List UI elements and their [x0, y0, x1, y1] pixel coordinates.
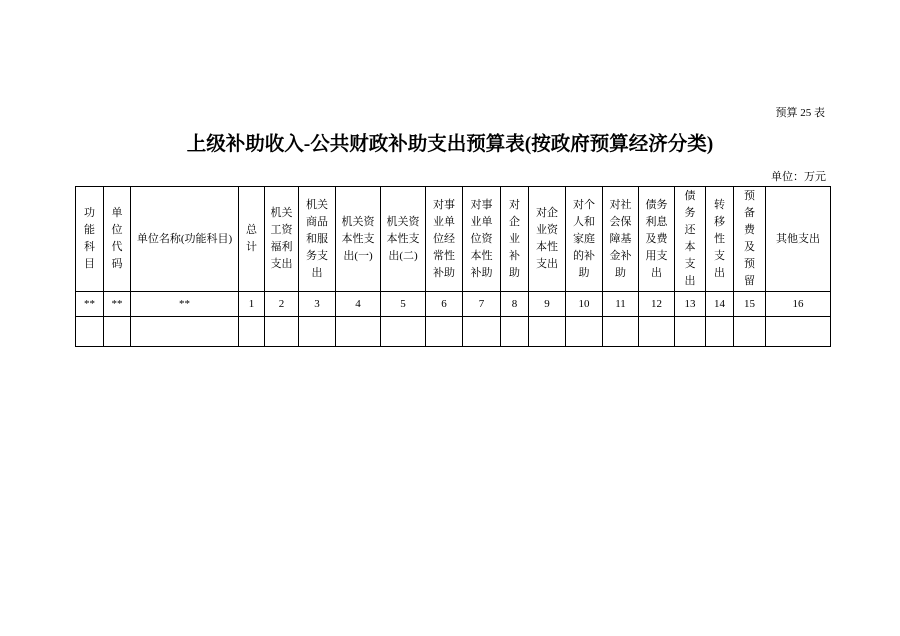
header-label-line: 障基: [609, 232, 632, 245]
form-title: 上级补助收入-公共财政补助支出预算表(按政府预算经济分类): [186, 134, 714, 155]
header-label-line: 预: [744, 190, 755, 202]
header-label-line: 支出: [270, 258, 293, 270]
header-label-line: 业: [509, 232, 520, 245]
table-cell: [463, 317, 501, 347]
header-label-line: 补助: [470, 266, 493, 279]
index-cell: **: [131, 292, 239, 317]
header-label-line: 机关: [270, 207, 293, 219]
header-label-line: 转: [714, 198, 725, 211]
header-label-line: 还: [684, 224, 696, 236]
header-label-line: 人和: [573, 215, 595, 228]
table-cell: [299, 317, 336, 347]
header-reserve-fund: [734, 187, 766, 292]
table-cell: [734, 317, 766, 347]
index-cell: 2: [265, 292, 299, 317]
header-label-line: 备: [744, 207, 755, 219]
header-label-line: 本: [684, 241, 696, 253]
header-label-line: 的补: [573, 249, 595, 262]
header-label: [646, 197, 668, 282]
header-label-line: 家庭: [573, 232, 595, 245]
header-label: [112, 205, 123, 273]
header-label-line: 出: [714, 266, 725, 279]
index-cell: **: [104, 292, 131, 317]
budget-table: [75, 186, 831, 347]
header-label-line: 及费: [645, 232, 668, 245]
header-label-line: 留: [744, 275, 755, 287]
index-cell: 7: [463, 292, 501, 317]
index-cell: 13: [675, 292, 706, 317]
table-header-row: [76, 187, 831, 292]
header-label-line: 补: [509, 249, 520, 262]
table-cell: [566, 317, 603, 347]
header-label-line: 金补: [609, 249, 632, 262]
header-label-line: 预: [744, 258, 755, 270]
header-label-line: 出: [311, 266, 323, 279]
table-cell: [381, 317, 426, 347]
table-cell: [529, 317, 566, 347]
header-capital-expenditure-2: [381, 187, 426, 292]
header-label-line: 务支: [306, 249, 328, 262]
form-number-label: 预算 25 表: [775, 107, 825, 119]
table-cell: [239, 317, 265, 347]
header-goods-and-services: [299, 187, 336, 292]
header-enterprise-capital-expenditure: [529, 187, 566, 292]
header-label-line: 支: [684, 258, 696, 270]
header-label: [509, 197, 520, 282]
index-cell: 9: [529, 292, 566, 317]
header-label-line: 能: [84, 224, 95, 236]
header-label-line: 业单: [433, 215, 455, 228]
header-label: [744, 188, 755, 290]
header-label-line: 本性支: [386, 232, 420, 245]
index-cell: 15: [734, 292, 766, 317]
table-cell: [501, 317, 529, 347]
header-label-line: 及: [744, 241, 755, 253]
header-label-line: 和服: [306, 232, 328, 245]
header-label-line: 福利: [270, 241, 293, 253]
header-label-line: 常性: [433, 249, 455, 262]
header-label-line: 会保: [609, 215, 632, 228]
header-label-line: 单: [111, 207, 123, 219]
header-transfer-expenditure: [706, 187, 734, 292]
index-cell: **: [76, 292, 104, 317]
header-label-line: 债务: [645, 198, 668, 211]
header-label-line: 性: [714, 232, 725, 245]
header-label-line: 码: [111, 258, 123, 270]
table-cell: [265, 317, 299, 347]
header-label-line: 支出: [536, 258, 558, 270]
index-cell: 16: [766, 292, 831, 317]
header-unit-name: [131, 187, 239, 292]
header-label-line: 债: [684, 190, 696, 202]
table-cell: [639, 317, 675, 347]
header-label-line: 代: [111, 241, 123, 253]
table-cell: [336, 317, 381, 347]
index-cell: 1: [239, 292, 265, 317]
header-label-line: 利息: [645, 215, 668, 228]
header-institution-capital-subsidy: [463, 187, 501, 292]
table-cell: [675, 317, 706, 347]
table-cell: [706, 317, 734, 347]
header-label-line: 对事: [433, 198, 455, 211]
header-label-line: 出(一): [343, 249, 373, 262]
header-label-line: 本性支: [341, 232, 375, 245]
header-unit-code: [104, 187, 131, 292]
unit-label: 单位：万元: [771, 171, 826, 183]
table-cell: [76, 317, 104, 347]
header-label: [610, 197, 632, 282]
header-label-line: 费: [744, 224, 755, 236]
header-social-security-fund-subsidy: [603, 187, 639, 292]
header-label-line: 位: [111, 224, 123, 236]
index-cell: 6: [426, 292, 463, 317]
table-cell: [131, 317, 239, 347]
header-label-line: 工资: [270, 224, 293, 236]
table-index-row: [76, 292, 831, 317]
header-label-line: 用支: [645, 249, 668, 262]
index-cell: 4: [336, 292, 381, 317]
header-label-line: 位资: [470, 232, 493, 245]
header-label: [714, 197, 725, 282]
header-label: 其他支出: [776, 232, 820, 245]
header-capital-expenditure-1: [336, 187, 381, 292]
header-function-subject: [76, 187, 104, 292]
header-label-line: 目: [84, 258, 95, 270]
header-label-line: 机关: [306, 198, 328, 211]
table-cell: [603, 317, 639, 347]
header-label-line: 助: [509, 266, 520, 279]
header-label-line: 本性: [470, 249, 493, 262]
header-label-line: 补助: [433, 266, 455, 279]
header-label-line: 助: [578, 266, 590, 279]
header-label: [387, 214, 420, 265]
header-label-line: 助: [615, 266, 626, 279]
index-cell: 12: [639, 292, 675, 317]
header-label-line: 出(二): [388, 249, 418, 262]
header-enterprise-subsidy: [501, 187, 529, 292]
header-label-line: 本性: [536, 241, 558, 253]
header-label-line: 业单: [470, 215, 493, 228]
header-other-expenditure: [766, 187, 831, 292]
table-blank-row: [76, 317, 831, 347]
header-label: [271, 205, 293, 273]
header-label-line: 计: [246, 241, 257, 253]
index-cell: 5: [381, 292, 426, 317]
header-label-line: 对企: [536, 207, 558, 219]
header-label-line: 企: [509, 215, 520, 228]
header-label-line: 出: [684, 275, 696, 287]
table-cell: [766, 317, 831, 347]
index-cell: 8: [501, 292, 529, 317]
header-label-line: 商品: [306, 215, 328, 228]
header-label-line: 机关资: [341, 215, 375, 228]
header-label: [342, 214, 375, 265]
header-label-line: 业资: [536, 224, 558, 236]
header-label: [685, 188, 696, 290]
header-label-line: 对社: [609, 198, 632, 211]
header-personnel-wages-welfare: [265, 187, 299, 292]
header-debt-principal-repayment: [675, 187, 706, 292]
index-cell: 3: [299, 292, 336, 317]
header-label-line: 总: [246, 224, 257, 236]
header-label-line: 出: [651, 266, 662, 279]
table-cell: [104, 317, 131, 347]
header-label: 单位名称(功能科目): [136, 232, 233, 245]
header-label-line: 支: [714, 249, 725, 262]
header-individual-household-subsidy: [566, 187, 603, 292]
header-label-line: 功: [84, 207, 95, 219]
header-label-line: 移: [714, 215, 725, 228]
table-cell: [426, 317, 463, 347]
header-label-line: 对: [509, 198, 520, 211]
header-label: [573, 197, 595, 282]
header-label: [536, 205, 558, 273]
index-cell: 11: [603, 292, 639, 317]
index-cell: 10: [566, 292, 603, 317]
header-label-line: 务: [684, 207, 696, 219]
header-total: [239, 187, 265, 292]
header-label: [306, 197, 328, 282]
header-label: [433, 197, 455, 282]
header-label-line: 机关资: [386, 215, 420, 228]
header-label-line: 科: [84, 241, 95, 253]
header-label-line: 位经: [433, 232, 455, 245]
header-label: [84, 205, 95, 273]
header-debt-interest-and-fees: [639, 187, 675, 292]
index-cell: 14: [706, 292, 734, 317]
header-label: [471, 197, 493, 282]
header-institution-regular-subsidy: [426, 187, 463, 292]
header-label-line: 对事: [470, 198, 493, 211]
header-label: [246, 222, 257, 256]
header-label-line: 对个: [573, 198, 595, 211]
